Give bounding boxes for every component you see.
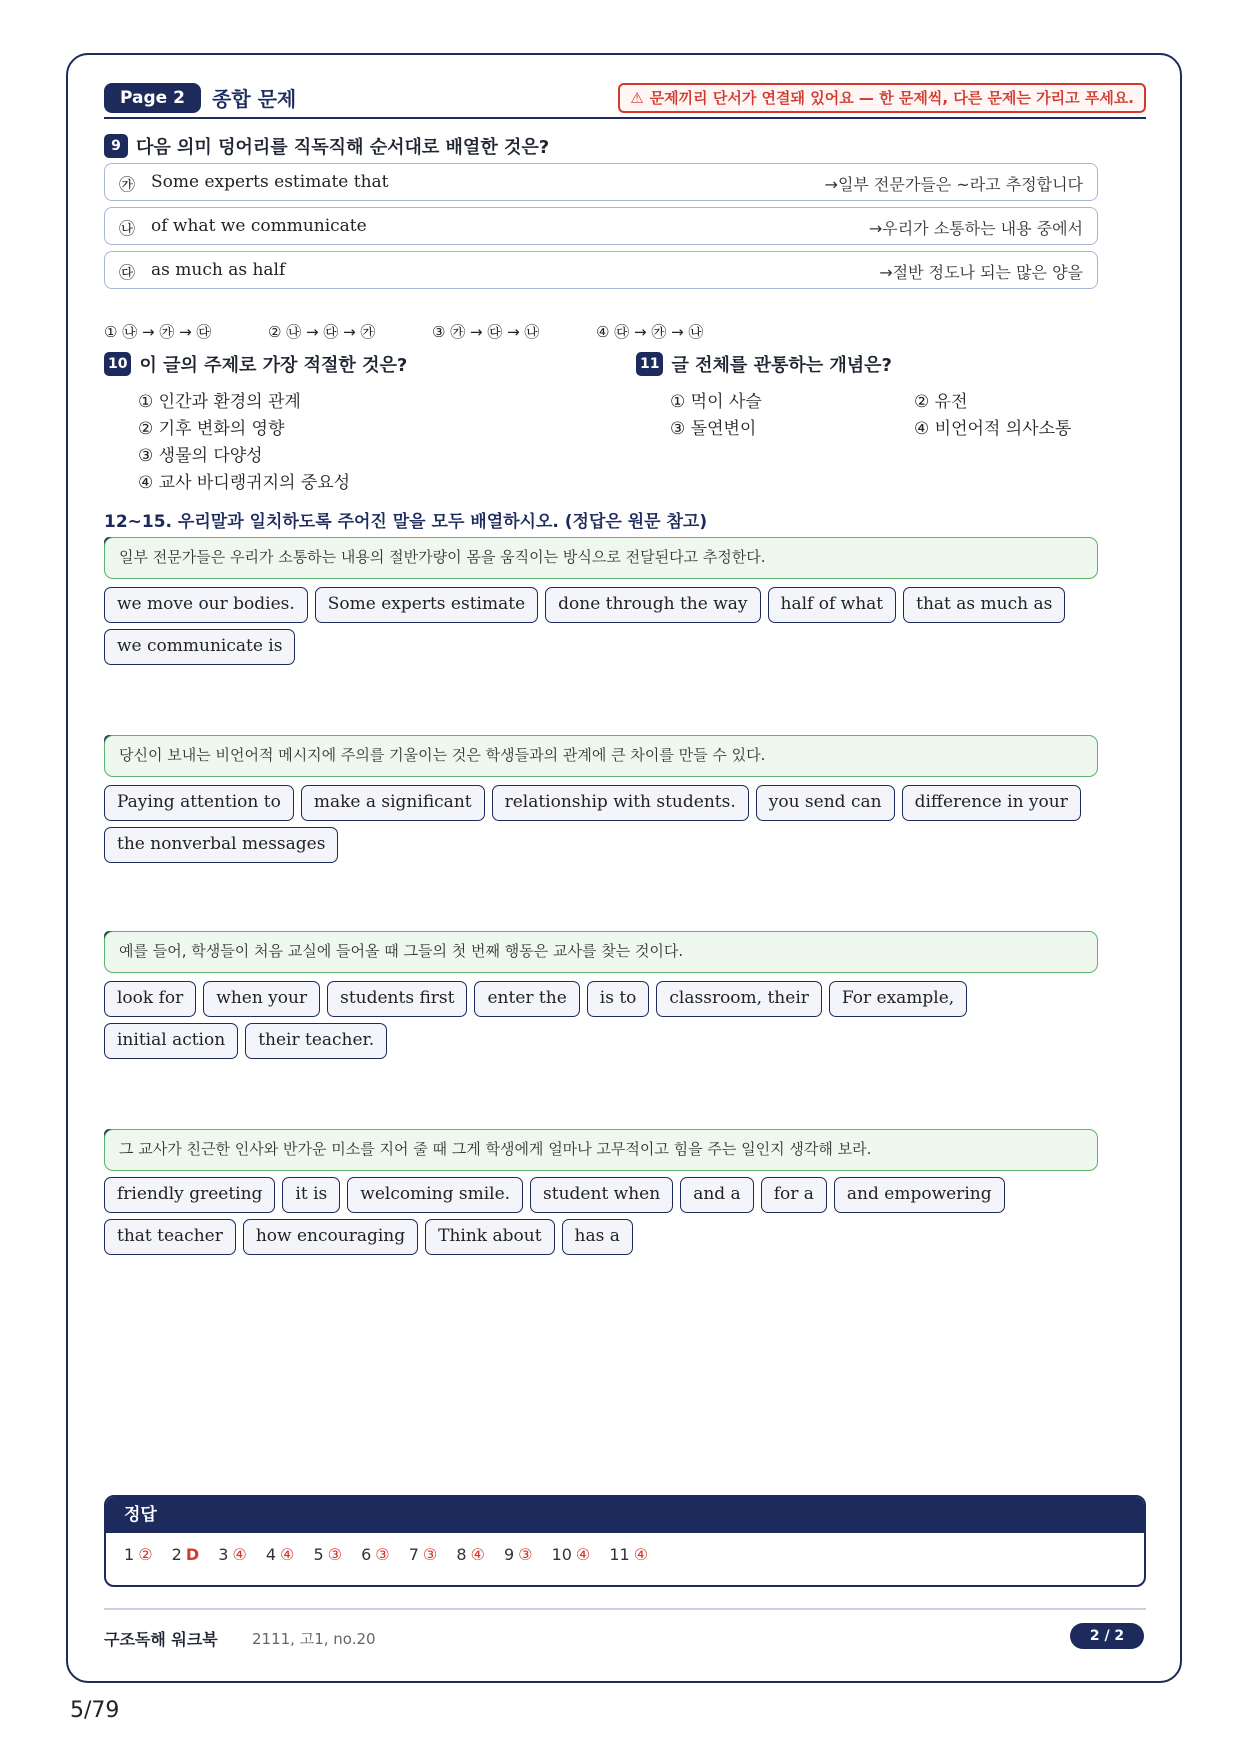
- word-chip[interactable]: is to: [587, 981, 650, 1017]
- answer-value: ④: [232, 1545, 247, 1564]
- option-3[interactable]: ③ 생물의 다양성: [138, 446, 263, 466]
- chunk-mark: ㉯: [119, 219, 136, 238]
- answer-list: [106, 1533, 1144, 1576]
- word-chip[interactable]: initial action: [104, 1023, 238, 1059]
- answer-item: [552, 1545, 591, 1564]
- word-chip[interactable]: and empowering: [834, 1177, 1005, 1213]
- word-chip[interactable]: the nonverbal messages: [104, 827, 338, 863]
- word-chip[interactable]: enter the: [474, 981, 579, 1017]
- answer-number: 7: [408, 1545, 419, 1564]
- page-badge: Page 2: [104, 83, 201, 113]
- answer-item: [218, 1545, 247, 1564]
- question-number: 11: [636, 352, 663, 376]
- answer-number: 9: [503, 1545, 515, 1564]
- question-text: 글 전체를 관통하는 개념은?: [671, 355, 892, 376]
- footer-title: 구조독해 워크북: [104, 1630, 218, 1649]
- answer-number: 1: [124, 1545, 135, 1564]
- answer-item: [609, 1545, 648, 1564]
- word-chip[interactable]: welcoming smile.: [347, 1177, 523, 1213]
- word-chip[interactable]: look for: [104, 981, 196, 1017]
- word-chip[interactable]: Some experts estimate: [315, 587, 538, 623]
- korean-prompt: 그 교사가 친근한 인사와 반가운 미소를 지어 줄 때 그게 학생에게 얼마나 고무적이고 힘을 주는 일인지 생각해 보라.: [104, 1129, 1098, 1171]
- meaning-chunk: [104, 163, 1098, 201]
- word-chip[interactable]: relationship with students.: [492, 785, 749, 821]
- answer-item: [124, 1545, 153, 1564]
- question-10-title: [104, 351, 407, 377]
- answer-item: [456, 1545, 485, 1564]
- word-bank: [104, 981, 1098, 1059]
- answer-value: ④: [280, 1545, 295, 1564]
- question-9-title: [104, 133, 549, 159]
- answer-value: ②: [138, 1545, 153, 1564]
- korean-prompt: 일부 전문가들은 우리가 소통하는 내용의 절반가량이 몸을 움직이는 방식으로 전달된다고 추정한다.: [104, 537, 1098, 579]
- answer-item: [313, 1545, 342, 1564]
- chunk-korean: →절반 정도나 되는 많은 양을: [879, 263, 1083, 282]
- answer-value: ④: [470, 1545, 485, 1564]
- word-bank: [104, 1177, 1098, 1255]
- answer-item: [409, 1545, 438, 1564]
- answer-value: ③: [375, 1545, 390, 1564]
- warning-triangle-icon: ⚠: [630, 89, 644, 107]
- answer-number: 8: [456, 1545, 467, 1564]
- word-chip[interactable]: difference in your: [902, 785, 1081, 821]
- option-1[interactable]: ① ㉯ → ㉮ → ㉰: [104, 323, 212, 341]
- answer-number: 4: [265, 1545, 276, 1564]
- option-3[interactable]: ③ ㉮ → ㉰ → ㉯: [432, 323, 540, 341]
- word-bank: [104, 587, 1098, 665]
- question-text: 다음 의미 덩어리를 직독직해 순서대로 배열한 것은?: [136, 137, 550, 158]
- page-number-badge: 2 / 2: [1070, 1623, 1144, 1649]
- option-2[interactable]: ② 기후 변화의 영향: [138, 419, 285, 439]
- worksheet-page: [66, 53, 1182, 1683]
- answer-value: D: [185, 1545, 200, 1564]
- answer-item: [172, 1545, 199, 1564]
- word-chip[interactable]: that teacher: [104, 1219, 236, 1255]
- word-chip[interactable]: For example,: [829, 981, 967, 1017]
- meaning-chunk: [104, 251, 1098, 289]
- page-counter: 5/79: [70, 1698, 120, 1723]
- word-chip[interactable]: that as much as: [903, 587, 1065, 623]
- chunk-english: as much as half: [151, 260, 286, 280]
- option-4[interactable]: ④ ㉰ → ㉮ → ㉯: [596, 323, 704, 341]
- answer-value: ④: [633, 1545, 649, 1564]
- korean-prompt: 당신이 보내는 비언어적 메시지에 주의를 기울이는 것은 학생들과의 관계에 큰 차이를 만들 수 있다.: [104, 735, 1098, 777]
- question-number: 10: [104, 352, 131, 376]
- footer-divider: [104, 1608, 1146, 1610]
- word-chip[interactable]: when your: [203, 981, 320, 1017]
- word-chip[interactable]: half of what: [768, 587, 897, 623]
- word-bank: [104, 785, 1098, 863]
- answer-number: 6: [361, 1545, 372, 1564]
- answer-value: ③: [327, 1545, 342, 1564]
- word-chip[interactable]: student when: [530, 1177, 673, 1213]
- answer-key-title: 정답: [106, 1497, 1144, 1533]
- word-chip[interactable]: it is: [282, 1177, 340, 1213]
- korean-prompt: 예를 들어, 학생들이 처음 교실에 들어올 때 그들의 첫 번째 행동은 교사를 찾는 것이다.: [104, 931, 1098, 973]
- option-4[interactable]: ④ 비언어적 의사소통: [914, 419, 1072, 439]
- footer-meta: 2111, 고1, no.20: [252, 1630, 376, 1648]
- answer-number: 5: [313, 1545, 324, 1564]
- question-number: 9: [104, 134, 128, 158]
- answer-item: [266, 1545, 295, 1564]
- chunk-korean: →일부 전문가들은 ~라고 추정합니다: [824, 175, 1083, 194]
- answer-value: ③: [422, 1545, 438, 1564]
- word-chip[interactable]: classroom, their: [656, 981, 821, 1017]
- word-chip[interactable]: make a significant: [301, 785, 485, 821]
- word-chip[interactable]: friendly greeting: [104, 1177, 275, 1213]
- answer-number: 11: [609, 1545, 630, 1564]
- answer-key: [104, 1495, 1146, 1587]
- section-title: 12~15. 우리말과 일치하도록 주어진 말을 모두 배열하시오. (정답은 원문 참고): [104, 512, 708, 532]
- word-chip[interactable]: students first: [327, 981, 467, 1017]
- word-chip[interactable]: we move our bodies.: [104, 587, 308, 623]
- option-1[interactable]: ① 먹이 사슬: [670, 392, 762, 412]
- word-chip[interactable]: and a: [680, 1177, 754, 1213]
- question-11-title: [636, 351, 892, 377]
- option-2[interactable]: ② ㉯ → ㉰ → ㉮: [268, 323, 376, 341]
- meaning-chunk: [104, 207, 1098, 245]
- word-chip[interactable]: done through the way: [545, 587, 760, 623]
- word-chip[interactable]: we communicate is: [104, 629, 295, 665]
- chunk-english: of what we communicate: [151, 216, 367, 236]
- option-2[interactable]: ② 유전: [914, 392, 968, 412]
- word-chip[interactable]: for a: [761, 1177, 827, 1213]
- word-chip[interactable]: Think about: [425, 1219, 554, 1255]
- chunk-mark: ㉰: [119, 263, 136, 282]
- word-chip[interactable]: how encouraging: [243, 1219, 418, 1255]
- page-title: 종합 문제: [212, 87, 297, 111]
- word-chip[interactable]: you send can: [756, 785, 895, 821]
- warning-text: 문제끼리 단서가 연결돼 있어요 — 한 문제씩, 다른 문제는 가리고 푸세요.: [649, 89, 1134, 107]
- question-text: 이 글의 주제로 가장 적절한 것은?: [139, 355, 408, 376]
- warning-banner: [618, 83, 1146, 113]
- answer-item: [361, 1545, 390, 1564]
- chunk-english: Some experts estimate that: [151, 172, 389, 192]
- page-header: [104, 83, 1146, 119]
- answer-number: 2: [171, 1545, 182, 1564]
- word-chip[interactable]: has a: [562, 1219, 633, 1255]
- word-chip[interactable]: their teacher.: [245, 1023, 387, 1059]
- option-3[interactable]: ③ 돌연변이: [670, 419, 757, 439]
- option-4[interactable]: ④ 교사 바디랭귀지의 중요성: [138, 473, 351, 493]
- answer-number: 10: [551, 1545, 572, 1564]
- chunk-mark: ㉮: [119, 175, 136, 194]
- word-chip[interactable]: Paying attention to: [104, 785, 294, 821]
- answer-number: 3: [218, 1545, 229, 1564]
- answer-value: ④: [575, 1545, 591, 1564]
- chunk-korean: →우리가 소통하는 내용 중에서: [868, 219, 1083, 238]
- answer-item: [504, 1545, 533, 1564]
- option-1[interactable]: ① 인간과 환경의 관계: [138, 392, 301, 412]
- answer-value: ③: [518, 1545, 533, 1564]
